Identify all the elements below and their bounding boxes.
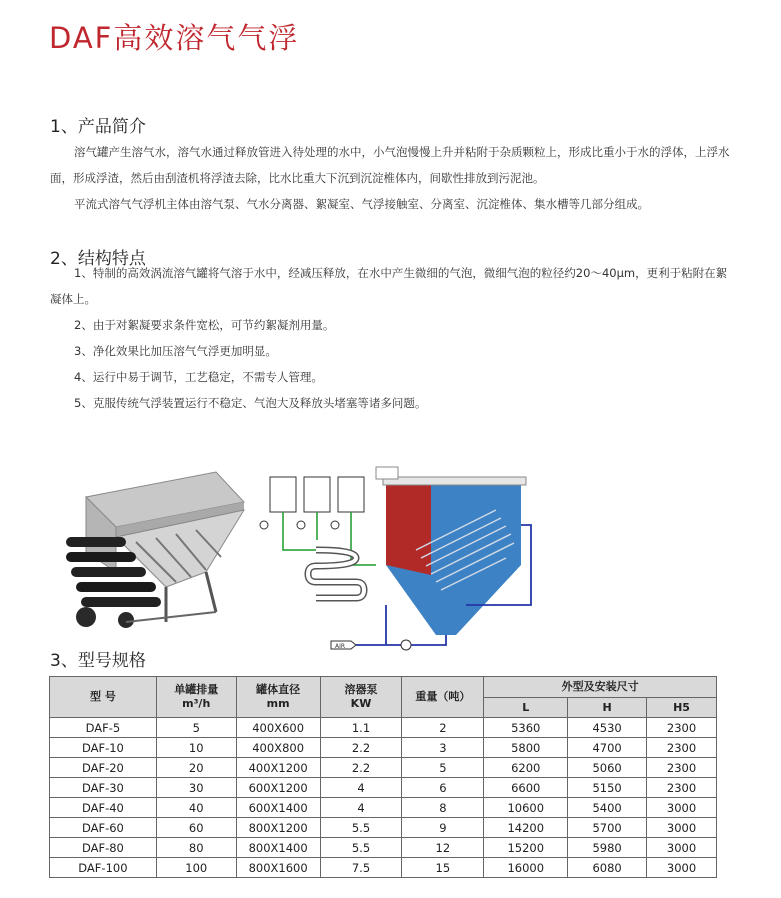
header-flow-unit: m³/h <box>182 697 211 710</box>
table-cell: 80 <box>156 838 236 858</box>
table-cell: DAF-60 <box>50 818 157 838</box>
header-pump-unit: KW <box>350 697 372 710</box>
table-cell: 800X1600 <box>236 858 320 878</box>
air-label: AIR <box>335 643 346 650</box>
features-list <box>50 260 730 416</box>
table-cell: 5 <box>402 758 484 778</box>
table-cell: 40 <box>156 798 236 818</box>
table-cell: 2.2 <box>320 758 402 778</box>
table-cell: 3000 <box>647 838 717 858</box>
table-cell: 5150 <box>568 778 647 798</box>
table-cell: 5 <box>156 718 236 738</box>
table-cell: 3 <box>402 738 484 758</box>
intro-paragraph: 溶气罐产生溶气水，溶气水通过释放管进入待处理的水中，小气泡慢慢上升并粘附于杂质颗粒上，形成比重小于水的浮体，上浮水面，形成浮渣，然后由刮渣机将浮渣去除，比水比重大下沉到沉淀椎体内，间歇性排放到污泥池。 <box>50 145 730 185</box>
table-cell: 4 <box>320 798 402 818</box>
table-cell: 20 <box>156 758 236 778</box>
table-cell: 4530 <box>568 718 647 738</box>
table-row <box>50 758 717 778</box>
header-diameter-unit: mm <box>266 697 290 710</box>
table-cell: DAF-10 <box>50 738 157 758</box>
header-pump-label: 溶器泵 <box>344 683 378 696</box>
table-cell: 400X800 <box>236 738 320 758</box>
feature-item: 3、净化效果比加压溶气气浮更加明显。 <box>74 344 277 358</box>
header-diameter-label: 罐体直径 <box>256 683 301 696</box>
table-cell: 10 <box>156 738 236 758</box>
header-diameter <box>236 677 320 718</box>
table-cell: 100 <box>156 858 236 878</box>
section-heading-specs: 3、型号规格 <box>50 651 146 671</box>
table-cell: 12 <box>402 838 484 858</box>
table-cell: 5.5 <box>320 838 402 858</box>
header-pump <box>320 677 402 718</box>
table-cell: 6200 <box>484 758 568 778</box>
feature-item: 4、运行中易于调节，工艺稳定，不需专人管理。 <box>74 370 323 384</box>
table-cell: 30 <box>156 778 236 798</box>
feature-item: 2、由于对絮凝要求条件宽松，可节约絮凝剂用量。 <box>74 318 335 332</box>
table-cell: 600X1400 <box>236 798 320 818</box>
header-model: 型 号 <box>50 677 157 718</box>
table-row <box>50 818 717 838</box>
spec-table <box>49 676 717 878</box>
header-H: H <box>568 698 647 718</box>
table-cell: DAF-5 <box>50 718 157 738</box>
table-cell: 7.5 <box>320 858 402 878</box>
table-cell: 14200 <box>484 818 568 838</box>
table-cell: 5400 <box>568 798 647 818</box>
page-title: DAF高效溶气气浮 <box>49 21 300 55</box>
header-flow-label: 单罐排量 <box>174 683 219 696</box>
intro-paragraph: 平流式溶气气浮机主体由溶气泵、气水分离器、絮凝室、气浮接触室、分离室、沉淀椎体、集水槽等几部分组成。 <box>74 197 649 211</box>
table-cell: DAF-20 <box>50 758 157 778</box>
table-cell: 15 <box>402 858 484 878</box>
process-schematic <box>256 455 546 655</box>
table-cell: 5060 <box>568 758 647 778</box>
table-cell: DAF-80 <box>50 838 157 858</box>
header-dims: 外型及安装尺寸 <box>484 677 717 698</box>
feature-item: 1、特制的高效涡流溶气罐将气溶于水中，经减压释放，在水中产生微细的气泡，微细气泡的粒径约20～40μm，更利于粘附在絮凝体上。 <box>50 266 728 306</box>
table-cell: 2 <box>402 718 484 738</box>
table-cell: 2.2 <box>320 738 402 758</box>
table-cell: DAF-40 <box>50 798 157 818</box>
table-cell: 2300 <box>647 738 717 758</box>
table-cell: 6600 <box>484 778 568 798</box>
table-cell: 800X1200 <box>236 818 320 838</box>
table-cell: 400X1200 <box>236 758 320 778</box>
table-cell: 60 <box>156 818 236 838</box>
header-H5: H5 <box>647 698 717 718</box>
table-cell: 5700 <box>568 818 647 838</box>
table-cell: 9 <box>402 818 484 838</box>
table-cell: 8 <box>402 798 484 818</box>
section-heading-features: 2、结构特点 <box>50 249 146 269</box>
table-cell: DAF-100 <box>50 858 157 878</box>
table-cell: DAF-30 <box>50 778 157 798</box>
section-heading-intro: 1、产品简介 <box>50 117 146 137</box>
feature-item: 5、克服传统气浮装置运行不稳定、气泡大及释放头堵塞等诸多问题。 <box>74 396 427 410</box>
table-cell: 3000 <box>647 798 717 818</box>
table-cell: 4700 <box>568 738 647 758</box>
table-cell: 6 <box>402 778 484 798</box>
table-row <box>50 858 717 878</box>
table-cell: 2300 <box>647 778 717 798</box>
table-cell: 3000 <box>647 818 717 838</box>
table-cell: 5980 <box>568 838 647 858</box>
table-row <box>50 718 717 738</box>
table-row <box>50 738 717 758</box>
daf-machine-photo <box>66 462 246 632</box>
table-cell: 600X1200 <box>236 778 320 798</box>
table-row <box>50 778 717 798</box>
table-cell: 800X1400 <box>236 838 320 858</box>
table-cell: 3000 <box>647 858 717 878</box>
table-cell: 5800 <box>484 738 568 758</box>
table-cell: 400X600 <box>236 718 320 738</box>
header-flow <box>156 677 236 718</box>
table-cell: 15200 <box>484 838 568 858</box>
table-cell: 1.1 <box>320 718 402 738</box>
table-row <box>50 838 717 858</box>
header-weight: 重量（吨） <box>402 677 484 718</box>
table-cell: 10600 <box>484 798 568 818</box>
table-cell: 16000 <box>484 858 568 878</box>
table-row <box>50 798 717 818</box>
table-cell: 4 <box>320 778 402 798</box>
header-L: L <box>484 698 568 718</box>
table-cell: 2300 <box>647 758 717 778</box>
spec-table-body <box>50 718 717 878</box>
table-cell: 2300 <box>647 718 717 738</box>
table-cell: 6080 <box>568 858 647 878</box>
table-cell: 5.5 <box>320 818 402 838</box>
table-cell: 5360 <box>484 718 568 738</box>
intro-text <box>50 139 730 217</box>
